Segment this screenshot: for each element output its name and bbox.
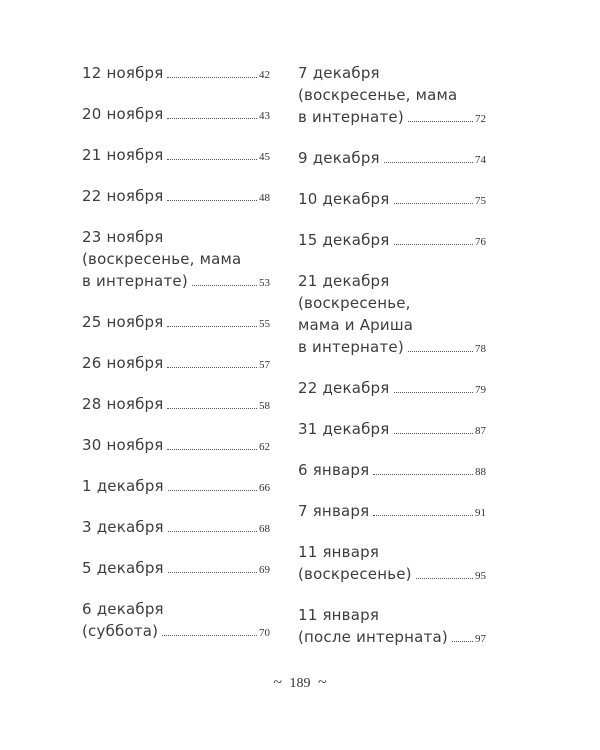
toc-entry[interactable]	[298, 604, 486, 648]
toc-entry[interactable]	[82, 62, 270, 84]
toc-entry-note: (воскресенье)	[298, 565, 412, 583]
toc-page-number: 72	[475, 113, 486, 125]
page-number: 189	[289, 676, 311, 691]
toc-page-number: 79	[475, 384, 486, 396]
toc-entry-date: 21 ноября	[82, 146, 164, 164]
toc-page-number: 70	[259, 627, 270, 639]
toc-entry-date: 20 ноября	[82, 105, 164, 123]
toc-entry-line	[82, 144, 270, 166]
toc-page-number: 57	[259, 359, 270, 371]
toc-entry-note: в интернате)	[298, 338, 404, 356]
toc-entry-date: 7 декабря	[298, 64, 380, 82]
toc-leader-dots	[168, 531, 257, 532]
toc-right-column	[298, 62, 486, 648]
toc-entry[interactable]	[82, 103, 270, 125]
toc-entry-date: 22 ноября	[82, 187, 164, 205]
toc-entry-line	[82, 185, 270, 207]
toc-entry-line	[298, 541, 486, 563]
toc-leader-dots	[394, 433, 473, 434]
toc-page-number: 68	[259, 523, 270, 535]
toc-page-number: 76	[475, 236, 486, 248]
toc-leader-dots	[167, 449, 257, 450]
toc-leader-dots	[394, 203, 473, 204]
toc-entry-note: в интернате)	[82, 272, 188, 290]
toc-entry[interactable]	[82, 393, 270, 415]
toc-entry[interactable]	[82, 557, 270, 579]
toc-entry-date: 10 декабря	[298, 190, 390, 208]
toc-page-number: 42	[259, 69, 270, 81]
toc-entry[interactable]	[298, 188, 486, 210]
toc-entry-line	[82, 103, 270, 125]
toc-leader-dots	[416, 578, 473, 579]
toc-page-number: 75	[475, 195, 486, 207]
toc-leader-dots	[167, 200, 257, 201]
toc-entry-date: 7 января	[298, 502, 370, 520]
toc-entry-date: 15 декабря	[298, 231, 390, 249]
toc-entry[interactable]	[298, 418, 486, 440]
toc-leader-dots	[408, 121, 473, 122]
toc-left-column	[82, 62, 270, 642]
toc-entry-date: 31 декабря	[298, 420, 390, 438]
toc-entry-date: 3 декабря	[82, 518, 164, 536]
toc-page-number: 95	[475, 570, 486, 582]
toc-entry-date: 11 января	[298, 543, 380, 561]
toc-page-number: 62	[259, 441, 270, 453]
toc-entry-date: 6 января	[298, 461, 370, 479]
toc-entry-line	[82, 598, 270, 620]
footer-ornament-right: ~	[318, 674, 327, 691]
toc-entry-line	[298, 188, 486, 210]
toc-entry-date: 23 ноября	[82, 228, 164, 246]
toc-leader-dots	[394, 392, 473, 393]
toc-leader-dots	[373, 515, 473, 516]
toc-entry[interactable]	[82, 226, 270, 292]
toc-entry-date: 21 декабря	[298, 272, 390, 290]
toc-leader-dots	[167, 326, 257, 327]
toc-leader-dots	[167, 159, 257, 160]
toc-entry-line	[298, 84, 486, 106]
toc-entry[interactable]	[82, 434, 270, 456]
toc-entry[interactable]	[298, 62, 486, 128]
toc-leader-dots	[373, 474, 473, 475]
toc-entry-line	[82, 434, 270, 456]
toc-page-number: 91	[475, 507, 486, 519]
toc-page-number: 48	[259, 192, 270, 204]
toc-entry-line	[298, 292, 486, 314]
toc-page-number: 88	[475, 466, 486, 478]
toc-entry-date: 5 декабря	[82, 559, 164, 577]
toc-page-number: 45	[259, 151, 270, 163]
toc-entry-line	[298, 106, 486, 128]
toc-entry-note: (суббота)	[82, 622, 159, 640]
toc-leader-dots	[452, 641, 473, 642]
toc-entry-line	[298, 336, 486, 358]
toc-leader-dots	[192, 285, 257, 286]
toc-leader-dots	[168, 490, 257, 491]
toc-entry[interactable]	[298, 541, 486, 585]
toc-entry[interactable]	[82, 311, 270, 333]
toc-page-number: 55	[259, 318, 270, 330]
toc-page-number: 66	[259, 482, 270, 494]
toc-page-number: 58	[259, 400, 270, 412]
toc-entry-date: 9 декабря	[298, 149, 380, 167]
toc-page-number: 74	[475, 154, 486, 166]
toc-page-number: 53	[259, 277, 270, 289]
toc-entry-line	[298, 229, 486, 251]
toc-entry-note: (после интерната)	[298, 628, 448, 646]
toc-entry-line	[82, 62, 270, 84]
toc-entry-date: 30 ноября	[82, 436, 164, 454]
toc-entry-date: 1 декабря	[82, 477, 164, 495]
toc-entry-date: 22 декабря	[298, 379, 390, 397]
toc-entry[interactable]	[82, 598, 270, 642]
toc-page-number: 43	[259, 110, 270, 122]
toc-entry-line	[298, 500, 486, 522]
toc-entry-line	[298, 62, 486, 84]
toc-page-number: 69	[259, 564, 270, 576]
toc-entry-line	[82, 516, 270, 538]
toc-entry-note: (воскресенье, мама	[298, 86, 458, 104]
toc-entry-line	[82, 620, 270, 642]
toc-entry[interactable]	[82, 352, 270, 374]
toc-entry-line	[82, 248, 270, 270]
toc-entry-date: 6 декабря	[82, 600, 164, 618]
toc-entry-line	[298, 377, 486, 399]
toc-leader-dots	[408, 351, 473, 352]
footer-ornament-left: ~	[273, 674, 282, 691]
toc-entry-date: 11 января	[298, 606, 380, 624]
toc-entry-line	[82, 311, 270, 333]
toc-page-number: 87	[475, 425, 486, 437]
toc-entry[interactable]	[298, 500, 486, 522]
toc-entry-date: 28 ноября	[82, 395, 164, 413]
toc-entry-line	[298, 563, 486, 585]
toc-leader-dots	[162, 635, 257, 636]
toc-leader-dots	[167, 408, 257, 409]
toc-entry[interactable]	[298, 147, 486, 169]
toc-entry-line	[82, 270, 270, 292]
toc-leader-dots	[384, 162, 473, 163]
toc-entry-line	[298, 604, 486, 626]
toc-entry-line	[298, 418, 486, 440]
toc-entry-date: 26 ноября	[82, 354, 164, 372]
toc-entry-note: в интернате)	[298, 108, 404, 126]
toc-entry-line	[298, 314, 486, 336]
toc-leader-dots	[167, 77, 257, 78]
toc-entry-line	[82, 393, 270, 415]
toc-entry-line	[298, 459, 486, 481]
toc-entry-line	[82, 352, 270, 374]
toc-entry-note: (воскресенье,	[298, 294, 411, 312]
toc-entry-line	[298, 270, 486, 292]
toc-entry[interactable]	[298, 377, 486, 399]
toc-entry-note: (воскресенье, мама	[82, 250, 242, 268]
toc-entry[interactable]	[82, 185, 270, 207]
toc-leader-dots	[167, 367, 257, 368]
toc-entry-line	[298, 147, 486, 169]
toc-entry-date: 25 ноября	[82, 313, 164, 331]
toc-leader-dots	[167, 118, 257, 119]
toc-page-number: 78	[475, 343, 486, 355]
toc-entry[interactable]	[298, 459, 486, 481]
toc-leader-dots	[168, 572, 257, 573]
toc-entry[interactable]	[298, 270, 486, 358]
toc-entry-note: мама и Ариша	[298, 316, 414, 334]
toc-entry-line	[82, 226, 270, 248]
toc-entry[interactable]	[82, 144, 270, 166]
toc-entry-line	[82, 557, 270, 579]
toc-leader-dots	[394, 244, 473, 245]
toc-entry[interactable]	[82, 475, 270, 497]
toc-page-number: 97	[475, 633, 486, 645]
toc-entry-line	[82, 475, 270, 497]
page-footer	[0, 674, 600, 692]
toc-entry-date: 12 ноября	[82, 64, 164, 82]
toc-entry-line	[298, 626, 486, 648]
toc-entry[interactable]	[82, 516, 270, 538]
toc-entry[interactable]	[298, 229, 486, 251]
